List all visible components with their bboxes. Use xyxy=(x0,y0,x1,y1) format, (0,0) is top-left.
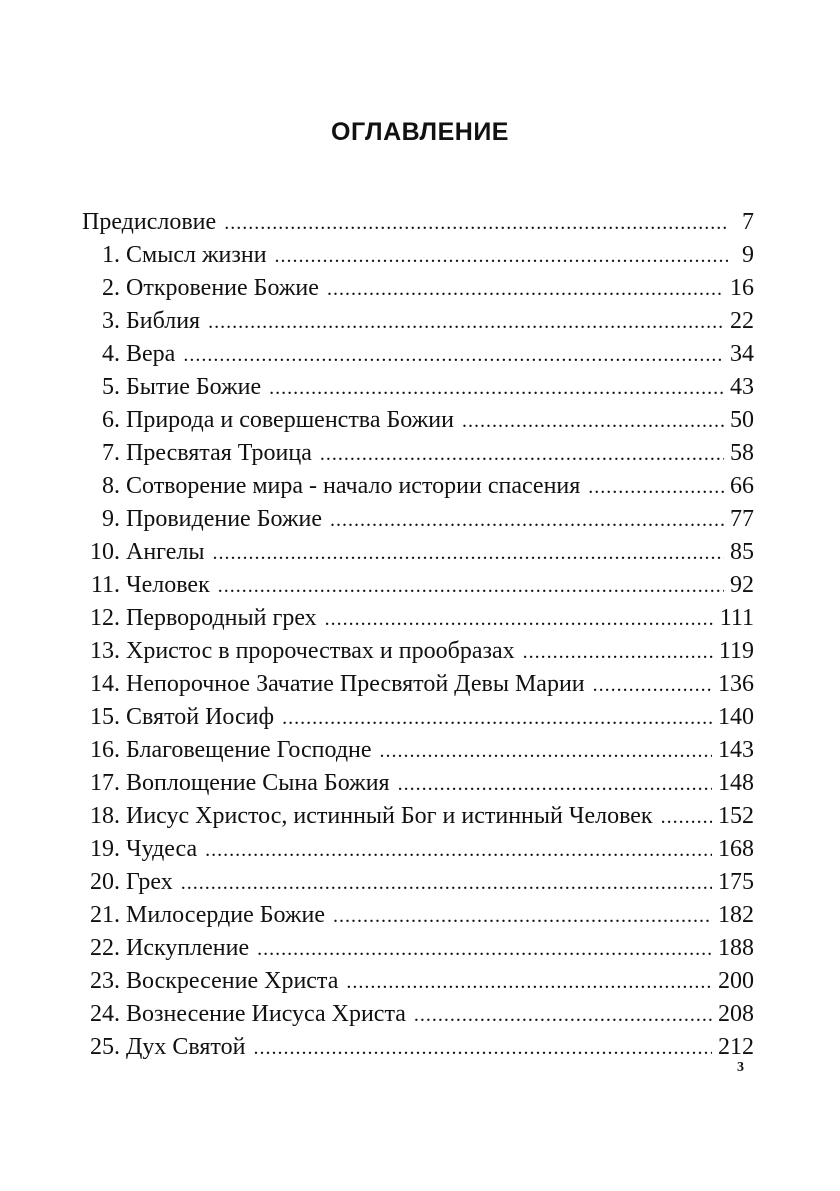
toc-entry-page: 77 xyxy=(730,506,754,532)
toc-entry[interactable] xyxy=(82,470,754,503)
toc-dot-leader xyxy=(380,735,712,768)
toc-entry-title: Сотворение мира - начало истории спасения xyxy=(126,473,581,499)
toc-entry-page: 143 xyxy=(718,737,754,763)
toc-dot-leader xyxy=(257,933,712,966)
toc-entry-page: 119 xyxy=(718,638,754,664)
toc-entry-page: 34 xyxy=(730,341,754,367)
toc-entry[interactable] xyxy=(82,668,754,701)
toc-entry-number: 13. xyxy=(90,638,120,664)
toc-entry-title: Иисус Христос, истинный Бог и истинный Человек xyxy=(126,803,653,829)
toc-entry-title: Воплощение Сына Божия xyxy=(126,770,390,796)
toc-entry-number: 5. xyxy=(102,374,120,400)
toc-dot-leader xyxy=(327,273,724,306)
toc-entry-number: 4. xyxy=(102,341,120,367)
toc-entry-page: 136 xyxy=(718,671,754,697)
toc-entry[interactable] xyxy=(82,371,754,404)
toc-entry-number: 1. xyxy=(102,242,120,268)
toc-entry-title: Ангелы xyxy=(126,539,205,565)
toc-dot-leader xyxy=(282,702,712,735)
toc-entry-number: 7. xyxy=(102,440,120,466)
toc-entry[interactable] xyxy=(82,932,754,965)
toc-entry-number: 18. xyxy=(90,803,120,829)
toc-dot-leader xyxy=(218,570,724,603)
toc-entry[interactable] xyxy=(82,899,754,932)
toc-entry[interactable] xyxy=(82,569,754,602)
toc-entry-page: 140 xyxy=(718,704,754,730)
toc-dot-leader xyxy=(588,471,724,504)
toc-entry-number: 11. xyxy=(90,572,120,598)
toc-entry-number: 2. xyxy=(102,275,120,301)
toc-entry-page: 92 xyxy=(730,572,754,598)
toc-dot-leader xyxy=(330,504,724,537)
toc-entry-title: Смысл жизни xyxy=(126,242,267,268)
toc-entry-number: 24. xyxy=(90,1001,120,1027)
toc-entry[interactable] xyxy=(82,767,754,800)
toc-entry-number: 6. xyxy=(102,407,120,433)
toc-entry-title: Предисловие xyxy=(82,209,217,235)
toc-entry-number: 3. xyxy=(102,308,120,334)
toc-entry-page: 7 xyxy=(742,209,754,235)
toc-entry-page: 182 xyxy=(718,902,754,928)
toc-entry[interactable] xyxy=(82,701,754,734)
toc-entry[interactable] xyxy=(82,437,754,470)
toc-entry-title: Искупление xyxy=(126,935,250,961)
toc-entry-number: 10. xyxy=(90,539,120,565)
toc-entry[interactable] xyxy=(82,635,754,668)
toc-entry-page: 168 xyxy=(718,836,754,862)
page-title: ОГЛАВЛЕНИЕ xyxy=(331,118,509,146)
toc-entry[interactable] xyxy=(82,602,754,635)
toc-entry-number: 16. xyxy=(90,737,120,763)
toc-entry[interactable] xyxy=(82,272,754,305)
toc-entry-title: Первородный грех xyxy=(126,605,317,631)
toc-entry-title: Человек xyxy=(126,572,210,598)
toc-entry[interactable] xyxy=(82,734,754,767)
toc-entry-title: Христос в пророчествах и прообразах xyxy=(126,638,515,664)
toc-entry-page: 50 xyxy=(730,407,754,433)
toc-entry[interactable] xyxy=(82,800,754,833)
toc-entry-number: 17. xyxy=(90,770,120,796)
toc-entry-page: 111 xyxy=(719,605,754,631)
toc-entry-preface[interactable] xyxy=(82,206,754,239)
toc-entry[interactable] xyxy=(82,1031,754,1064)
toc-dot-leader xyxy=(346,966,712,999)
toc-entry-number: 22. xyxy=(90,935,120,961)
toc-dot-leader xyxy=(462,405,724,438)
toc-entry-number: 19. xyxy=(90,836,120,862)
toc-entry-page: 212 xyxy=(718,1034,754,1060)
toc-entry[interactable] xyxy=(82,998,754,1031)
toc-entry-title: Грех xyxy=(126,869,173,895)
toc-entry[interactable] xyxy=(82,404,754,437)
toc-entry-title: Вера xyxy=(126,341,176,367)
table-of-contents xyxy=(82,206,754,1064)
toc-dot-leader xyxy=(593,669,712,702)
toc-dot-leader xyxy=(224,207,728,240)
toc-entry-title: Вознесение Иисуса Христа xyxy=(126,1001,406,1027)
toc-entry-page: 85 xyxy=(730,539,754,565)
toc-entry-title: Дух Святой xyxy=(126,1034,246,1060)
toc-entry-page: 200 xyxy=(718,968,754,994)
page-number: 3 xyxy=(737,1060,744,1075)
toc-entry-title: Непорочное Зачатие Пресвятой Девы Марии xyxy=(126,671,585,697)
toc-dot-leader xyxy=(398,768,712,801)
toc-entry-title: Откровение Божие xyxy=(126,275,319,301)
toc-dot-leader xyxy=(523,636,713,669)
toc-dot-leader xyxy=(183,339,724,372)
toc-entry-number: 21. xyxy=(90,902,120,928)
toc-dot-leader xyxy=(414,999,712,1032)
toc-entry-title: Библия xyxy=(126,308,201,334)
toc-dot-leader xyxy=(253,1032,712,1065)
toc-dot-leader xyxy=(661,801,712,834)
toc-entry-number: 8. xyxy=(102,473,120,499)
toc-entry-page: 175 xyxy=(718,869,754,895)
toc-entry-number: 25. xyxy=(90,1034,120,1060)
toc-entry-title: Воскресение Христа xyxy=(126,968,339,994)
toc-entry-number: 15. xyxy=(90,704,120,730)
toc-entry[interactable] xyxy=(82,338,754,371)
toc-entry-page: 43 xyxy=(730,374,754,400)
toc-entry-title: Пресвятая Троица xyxy=(126,440,312,466)
toc-entry[interactable] xyxy=(82,305,754,338)
toc-entry-page: 16 xyxy=(730,275,754,301)
toc-dot-leader xyxy=(269,372,724,405)
toc-dot-leader xyxy=(212,537,724,570)
toc-entry[interactable] xyxy=(82,536,754,569)
toc-entry-page: 9 xyxy=(742,242,754,268)
toc-entry[interactable] xyxy=(82,833,754,866)
toc-entry-page: 152 xyxy=(718,803,754,829)
toc-entry-title: Бытие Божие xyxy=(126,374,262,400)
toc-dot-leader xyxy=(208,306,724,339)
toc-dot-leader xyxy=(320,438,724,471)
toc-entry-number: 23. xyxy=(90,968,120,994)
toc-dot-leader xyxy=(325,603,714,636)
toc-dot-leader xyxy=(205,834,712,867)
toc-dot-leader xyxy=(333,900,712,933)
toc-entry[interactable] xyxy=(82,965,754,998)
toc-entry-title: Святой Иосиф xyxy=(126,704,275,730)
toc-entry[interactable] xyxy=(82,239,754,272)
toc-entry-page: 208 xyxy=(718,1001,754,1027)
toc-entry-title: Чудеса xyxy=(126,836,198,862)
toc-entry-page: 58 xyxy=(730,440,754,466)
toc-entry-page: 188 xyxy=(718,935,754,961)
toc-entry-title: Милосердие Божие xyxy=(126,902,326,928)
toc-entry-page: 148 xyxy=(718,770,754,796)
toc-entry-number: 14. xyxy=(90,671,120,697)
toc-entry-title: Благовещение Господне xyxy=(126,737,372,763)
toc-dot-leader xyxy=(181,867,712,900)
toc-entry-number: 12. xyxy=(90,605,120,631)
toc-dot-leader xyxy=(275,240,728,273)
toc-entry[interactable] xyxy=(82,503,754,536)
toc-entry-number: 20. xyxy=(90,869,120,895)
toc-entry-title: Провидение Божие xyxy=(126,506,322,532)
toc-entry[interactable] xyxy=(82,866,754,899)
toc-entry-number: 9. xyxy=(102,506,120,532)
toc-entry-page: 66 xyxy=(730,473,754,499)
toc-entry-page: 22 xyxy=(730,308,754,334)
toc-entry-title: Природа и совершенства Божии xyxy=(126,407,454,433)
